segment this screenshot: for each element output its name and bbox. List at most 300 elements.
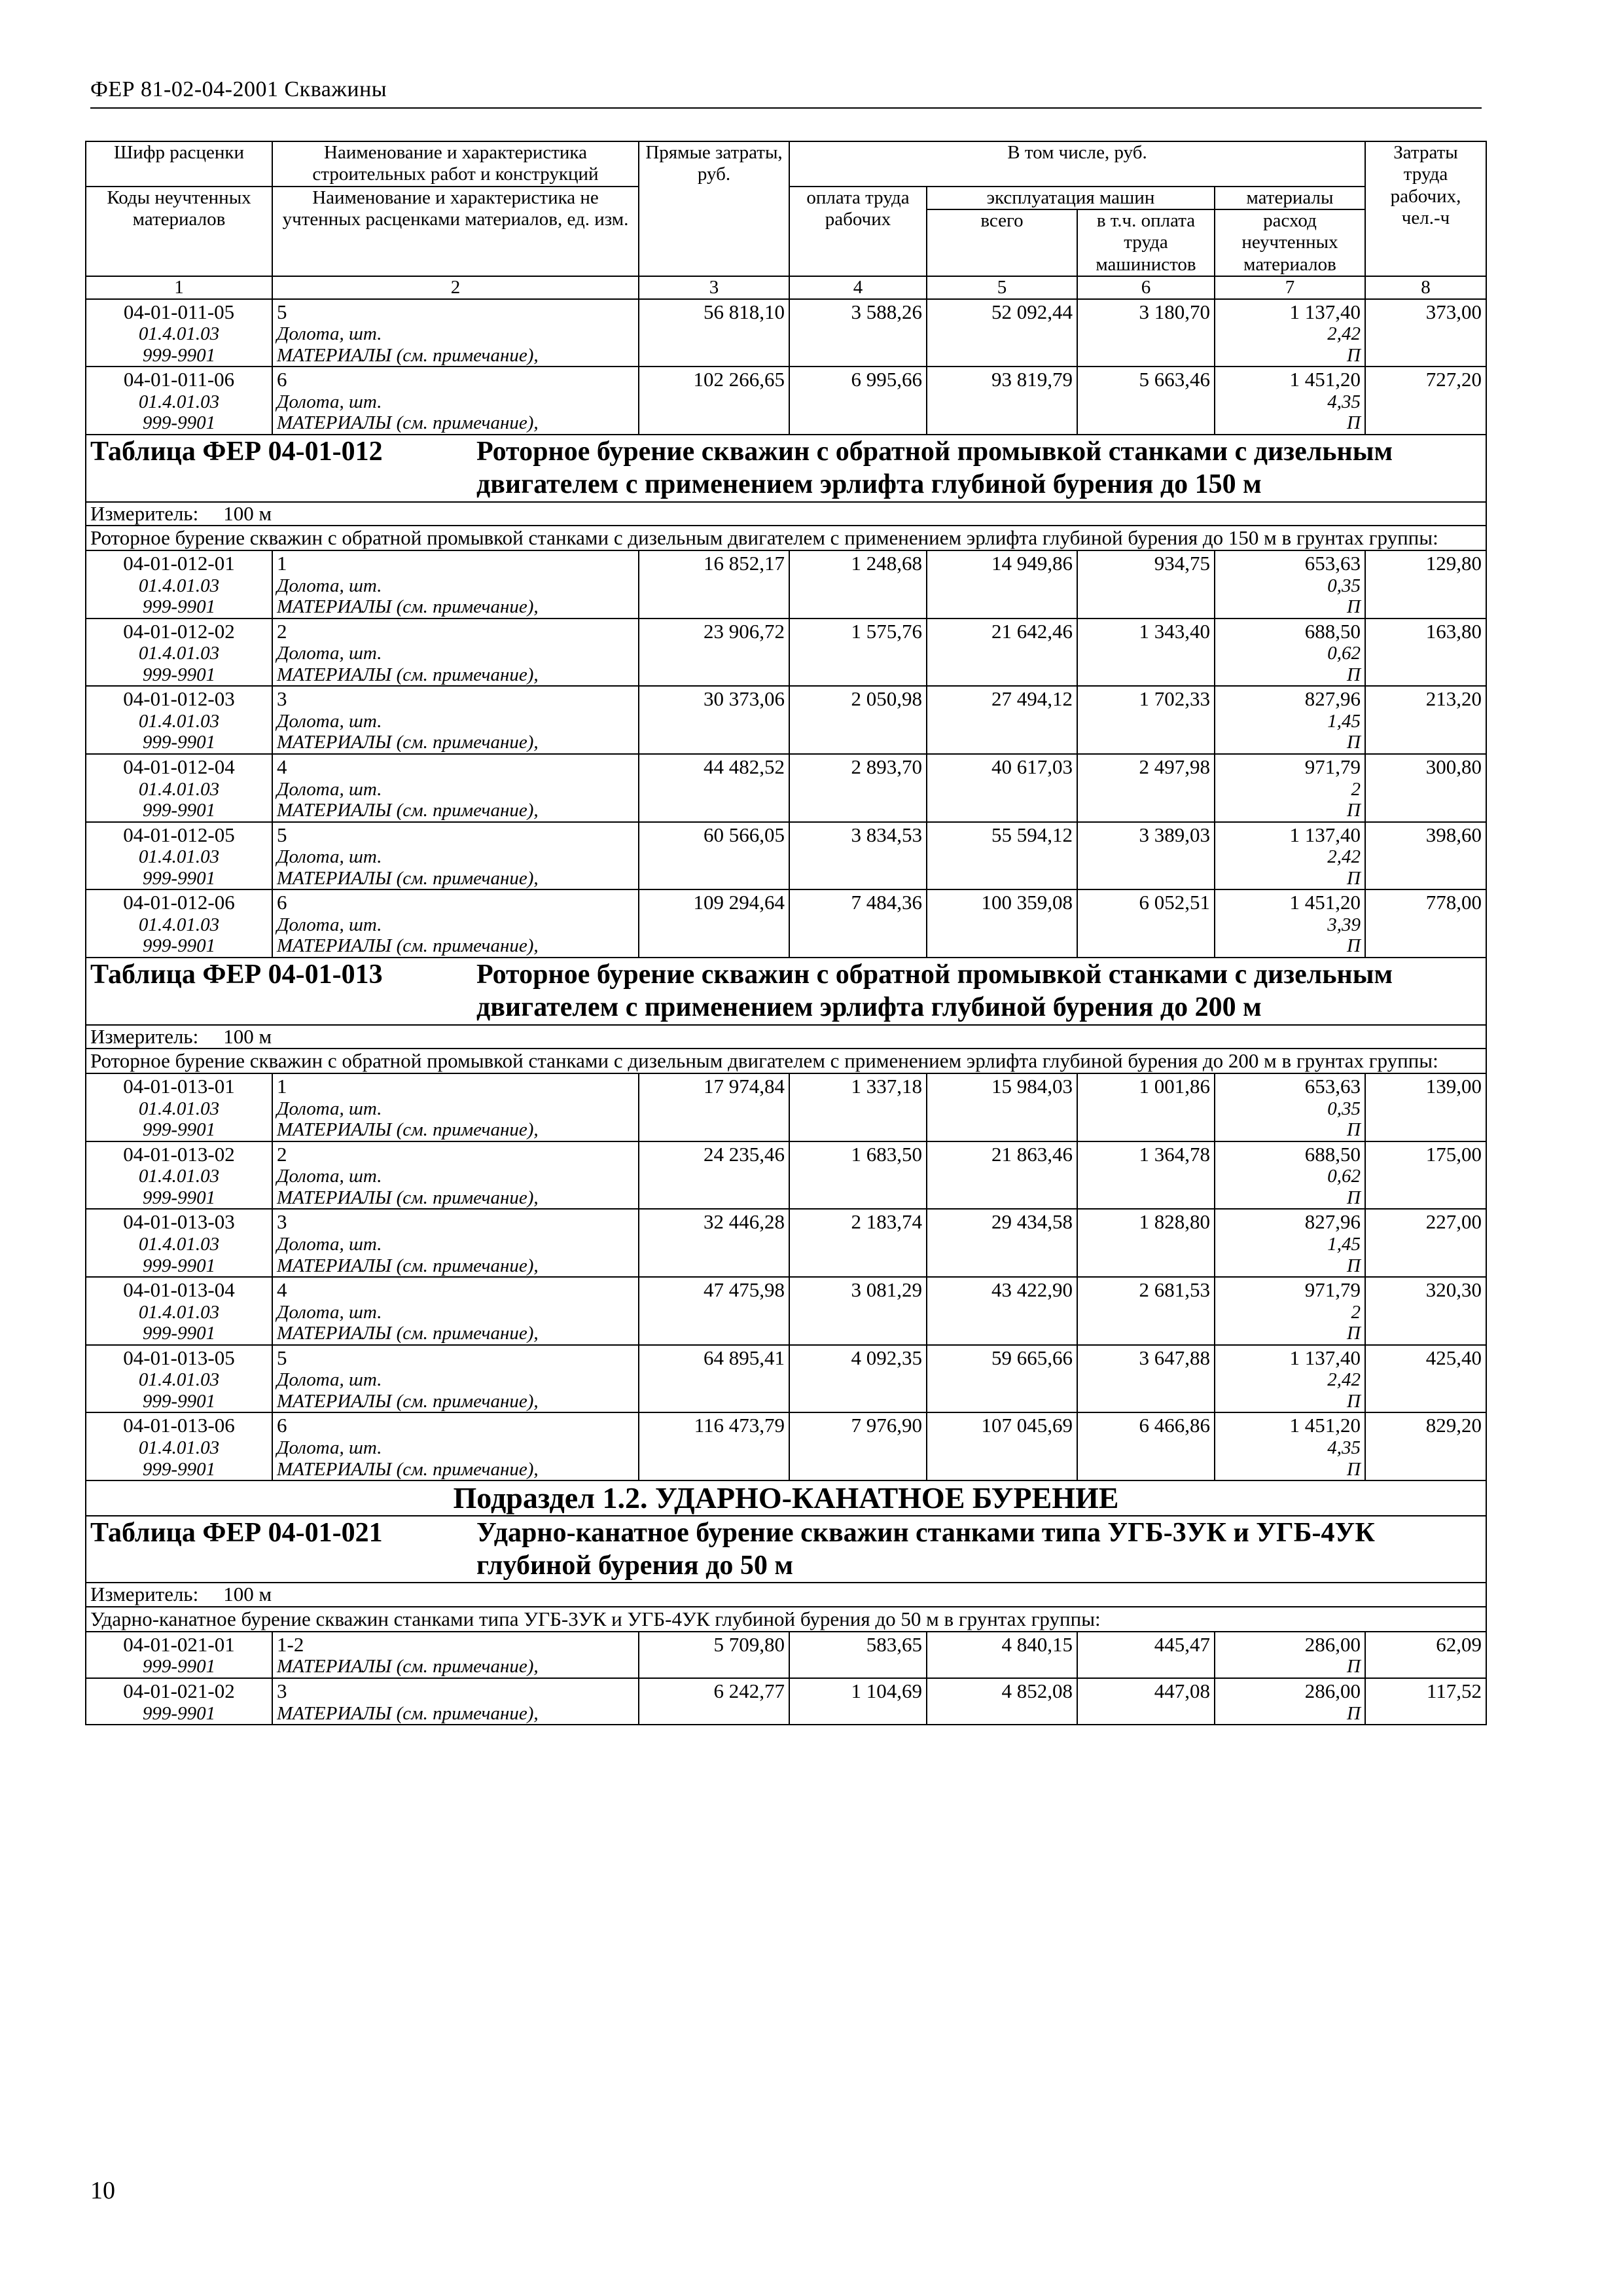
material-name: МАТЕРИАЛЫ (см. примечание), bbox=[272, 732, 639, 753]
machinists-wage: 3 647,88 bbox=[1077, 1345, 1215, 1370]
machines-total: 21 642,46 bbox=[927, 619, 1077, 643]
empty-cell bbox=[927, 1302, 1077, 1323]
rate-row bbox=[86, 550, 1486, 575]
empty-cell bbox=[639, 1656, 789, 1677]
machines-total: 21 863,46 bbox=[927, 1141, 1077, 1166]
labor-costs: 727,20 bbox=[1365, 367, 1486, 391]
material-name: Долота, шт. bbox=[272, 391, 639, 412]
empty-cell bbox=[789, 1391, 927, 1412]
material-row-other bbox=[86, 868, 1486, 889]
rate-row bbox=[86, 1345, 1486, 1370]
material-consumption: П bbox=[1215, 664, 1365, 686]
col-mat-use: расход неучтенных материалов bbox=[1215, 209, 1365, 276]
material-row-other bbox=[86, 1391, 1486, 1412]
meter-label: Измеритель: bbox=[90, 501, 199, 525]
rate-row bbox=[86, 1141, 1486, 1166]
labor-costs: 227,00 bbox=[1365, 1209, 1486, 1234]
material-row-bits bbox=[86, 1369, 1486, 1390]
empty-cell bbox=[789, 868, 927, 889]
empty-cell bbox=[927, 596, 1077, 618]
empty-cell bbox=[639, 1703, 789, 1725]
empty-cell bbox=[927, 1656, 1077, 1677]
material-name: МАТЕРИАЛЫ (см. примечание), bbox=[272, 800, 639, 821]
table-label: Таблица ФЕР 04-01-013 bbox=[90, 959, 383, 990]
material-row-bits bbox=[86, 1302, 1486, 1323]
empty-cell bbox=[1077, 1656, 1215, 1677]
rate-row bbox=[86, 1678, 1486, 1703]
machinists-wage: 6 466,86 bbox=[1077, 1412, 1215, 1437]
material-row-other bbox=[86, 345, 1486, 367]
empty-cell bbox=[927, 732, 1077, 753]
direct-costs: 47 475,98 bbox=[639, 1277, 789, 1302]
material-row-other bbox=[86, 1323, 1486, 1344]
machines-total: 59 665,66 bbox=[927, 1345, 1077, 1370]
material-row-bits bbox=[86, 1234, 1486, 1255]
empty-cell bbox=[639, 1369, 789, 1390]
col-labor: Затраты труда рабочих, чел.-ч bbox=[1365, 141, 1486, 276]
material-code: 999-9901 bbox=[86, 1119, 272, 1141]
empty-cell bbox=[927, 935, 1077, 957]
description-row bbox=[86, 1049, 1486, 1073]
empty-cell bbox=[1365, 664, 1486, 686]
col-number: 1 bbox=[86, 276, 272, 298]
empty-cell bbox=[1077, 1391, 1215, 1412]
soil-group: 2 bbox=[272, 1141, 639, 1166]
direct-costs: 30 373,06 bbox=[639, 686, 789, 711]
empty-cell bbox=[789, 1255, 927, 1277]
material-name: Долота, шт. bbox=[272, 575, 639, 596]
materials-cost: 827,96 bbox=[1215, 1209, 1365, 1234]
empty-cell bbox=[1365, 575, 1486, 596]
machinists-wage: 6 052,51 bbox=[1077, 889, 1215, 914]
material-consumption: 0,62 bbox=[1215, 643, 1365, 664]
soil-group: 2 bbox=[272, 619, 639, 643]
table-caption bbox=[86, 1516, 1486, 1583]
labor-costs: 373,00 bbox=[1365, 299, 1486, 324]
empty-cell bbox=[789, 1437, 927, 1458]
empty-cell bbox=[1365, 643, 1486, 664]
material-name: Долота, шт. bbox=[272, 779, 639, 800]
meter bbox=[86, 502, 1486, 526]
empty-cell bbox=[1365, 1437, 1486, 1458]
rate-code: 04-01-012-02 bbox=[86, 619, 272, 643]
empty-cell bbox=[1077, 800, 1215, 821]
machines-total: 27 494,12 bbox=[927, 686, 1077, 711]
empty-cell bbox=[1077, 1703, 1215, 1725]
empty-cell bbox=[639, 643, 789, 664]
empty-cell bbox=[639, 345, 789, 367]
col-materials: материалы bbox=[1215, 187, 1365, 209]
rate-code: 04-01-013-02 bbox=[86, 1141, 272, 1166]
empty-cell bbox=[789, 1302, 927, 1323]
empty-cell bbox=[1077, 779, 1215, 800]
soil-group: 3 bbox=[272, 1209, 639, 1234]
worker-wage: 7 484,36 bbox=[789, 889, 927, 914]
material-code: 999-9901 bbox=[86, 935, 272, 957]
materials-cost: 286,00 bbox=[1215, 1678, 1365, 1703]
rate-code: 04-01-013-03 bbox=[86, 1209, 272, 1234]
direct-costs: 32 446,28 bbox=[639, 1209, 789, 1234]
material-row-bits bbox=[86, 779, 1486, 800]
material-name: Долота, шт. bbox=[272, 711, 639, 732]
machines-total: 100 359,08 bbox=[927, 889, 1077, 914]
material-name: МАТЕРИАЛЫ (см. примечание), bbox=[272, 1119, 639, 1141]
table-title: Роторное бурение скважин с обратной промывкой станками с дизельным двигателем с применением эрлифта глубиной бурения до 150 м bbox=[476, 436, 1393, 500]
empty-cell bbox=[789, 1187, 927, 1209]
empty-cell bbox=[1077, 1098, 1215, 1119]
rate-code: 04-01-011-06 bbox=[86, 367, 272, 391]
empty-cell bbox=[1077, 1234, 1215, 1255]
material-consumption: 2 bbox=[1215, 779, 1365, 800]
empty-cell bbox=[927, 1098, 1077, 1119]
material-consumption: 4,35 bbox=[1215, 391, 1365, 412]
rate-code: 04-01-012-01 bbox=[86, 550, 272, 575]
work-description: Ударно-канатное бурение скважин станками типа УГБ-3УК и УГБ-4УК глубиной бурения до 50 м в грунтах группы: bbox=[86, 1607, 1486, 1632]
table-caption-wrap bbox=[90, 1516, 1482, 1583]
empty-cell bbox=[1077, 1166, 1215, 1187]
rate-code: 04-01-011-05 bbox=[86, 299, 272, 324]
material-consumption: П bbox=[1215, 1255, 1365, 1277]
col-machines: эксплуатация машин bbox=[927, 187, 1215, 209]
meter-unit: 100 м bbox=[223, 1583, 272, 1606]
material-consumption: П bbox=[1215, 1703, 1365, 1725]
direct-costs: 23 906,72 bbox=[639, 619, 789, 643]
empty-cell bbox=[639, 1187, 789, 1209]
table-caption bbox=[86, 958, 1486, 1025]
empty-cell bbox=[927, 914, 1077, 935]
material-name: Долота, шт. bbox=[272, 323, 639, 344]
material-code: 01.4.01.03 bbox=[86, 323, 272, 344]
direct-costs: 116 473,79 bbox=[639, 1412, 789, 1437]
meter-unit: 100 м bbox=[223, 1024, 272, 1048]
soil-group: 1 bbox=[272, 550, 639, 575]
description-row bbox=[86, 1607, 1486, 1632]
direct-costs: 6 242,77 bbox=[639, 1678, 789, 1703]
empty-cell bbox=[927, 345, 1077, 367]
empty-cell bbox=[639, 1234, 789, 1255]
machines-total: 15 984,03 bbox=[927, 1073, 1077, 1098]
material-consumption: 2,42 bbox=[1215, 323, 1365, 344]
col-direct: Прямые затраты, руб. bbox=[639, 141, 789, 276]
material-code: 01.4.01.03 bbox=[86, 1234, 272, 1255]
empty-cell bbox=[1365, 1302, 1486, 1323]
meter-label: Измеритель: bbox=[90, 1583, 199, 1606]
soil-group: 3 bbox=[272, 686, 639, 711]
empty-cell bbox=[639, 391, 789, 412]
meter-unit: 100 м bbox=[223, 501, 272, 525]
empty-cell bbox=[927, 1437, 1077, 1458]
rate-code: 04-01-012-06 bbox=[86, 889, 272, 914]
empty-cell bbox=[1077, 868, 1215, 889]
machinists-wage: 1 001,86 bbox=[1077, 1073, 1215, 1098]
material-code: 01.4.01.03 bbox=[86, 1369, 272, 1390]
rate-row bbox=[86, 299, 1486, 324]
soil-group: 1-2 bbox=[272, 1632, 639, 1657]
machines-total: 40 617,03 bbox=[927, 754, 1077, 779]
empty-cell bbox=[1077, 664, 1215, 686]
empty-cell bbox=[789, 800, 927, 821]
rate-row bbox=[86, 1277, 1486, 1302]
labor-costs: 398,60 bbox=[1365, 822, 1486, 847]
empty-cell bbox=[639, 779, 789, 800]
machinists-wage: 445,47 bbox=[1077, 1632, 1215, 1657]
empty-cell bbox=[789, 1098, 927, 1119]
material-code: 999-9901 bbox=[86, 868, 272, 889]
machines-total: 4 852,08 bbox=[927, 1678, 1077, 1703]
labor-costs: 829,20 bbox=[1365, 1412, 1486, 1437]
labor-costs: 175,00 bbox=[1365, 1141, 1486, 1166]
soil-group: 4 bbox=[272, 1277, 639, 1302]
empty-cell bbox=[1365, 345, 1486, 367]
col-code-bottom: Коды неучтенных материалов bbox=[86, 187, 272, 276]
material-consumption: 4,35 bbox=[1215, 1437, 1365, 1458]
material-name: МАТЕРИАЛЫ (см. примечание), bbox=[272, 1656, 639, 1677]
empty-cell bbox=[639, 1166, 789, 1187]
empty-cell bbox=[1365, 412, 1486, 434]
empty-cell bbox=[927, 664, 1077, 686]
rate-row bbox=[86, 619, 1486, 643]
material-name: МАТЕРИАЛЫ (см. примечание), bbox=[272, 596, 639, 618]
material-consumption: П bbox=[1215, 800, 1365, 821]
labor-costs: 778,00 bbox=[1365, 889, 1486, 914]
worker-wage: 3 081,29 bbox=[789, 1277, 927, 1302]
material-code: 999-9901 bbox=[86, 345, 272, 367]
material-name: МАТЕРИАЛЫ (см. примечание), bbox=[272, 1255, 639, 1277]
col-number: 3 bbox=[639, 276, 789, 298]
empty-cell bbox=[927, 800, 1077, 821]
material-consumption: 0,62 bbox=[1215, 1166, 1365, 1187]
rate-row bbox=[86, 1209, 1486, 1234]
rate-code: 04-01-012-05 bbox=[86, 822, 272, 847]
material-name: МАТЕРИАЛЫ (см. примечание), bbox=[272, 664, 639, 686]
machinists-wage: 1 343,40 bbox=[1077, 619, 1215, 643]
machines-total: 43 422,90 bbox=[927, 1277, 1077, 1302]
empty-cell bbox=[1365, 1098, 1486, 1119]
empty-cell bbox=[789, 779, 927, 800]
worker-wage: 1 575,76 bbox=[789, 619, 927, 643]
empty-cell bbox=[639, 664, 789, 686]
empty-cell bbox=[927, 1119, 1077, 1141]
empty-cell bbox=[639, 732, 789, 753]
col-mach-total: всего bbox=[927, 209, 1077, 276]
direct-costs: 109 294,64 bbox=[639, 889, 789, 914]
empty-cell bbox=[789, 1369, 927, 1390]
material-row-bits bbox=[86, 914, 1486, 935]
material-row-other bbox=[86, 800, 1486, 821]
worker-wage: 1 104,69 bbox=[789, 1678, 927, 1703]
empty-cell bbox=[639, 868, 789, 889]
rate-row bbox=[86, 754, 1486, 779]
material-consumption: 2,42 bbox=[1215, 1369, 1365, 1390]
material-consumption: 2,42 bbox=[1215, 846, 1365, 867]
material-name: МАТЕРИАЛЫ (см. примечание), bbox=[272, 1323, 639, 1344]
worker-wage: 1 248,68 bbox=[789, 550, 927, 575]
machinists-wage: 2 497,98 bbox=[1077, 754, 1215, 779]
empty-cell bbox=[1365, 1656, 1486, 1677]
empty-cell bbox=[789, 664, 927, 686]
material-code: 999-9901 bbox=[86, 412, 272, 434]
direct-costs: 5 709,80 bbox=[639, 1632, 789, 1657]
material-name: Долота, шт. bbox=[272, 643, 639, 664]
soil-group: 4 bbox=[272, 754, 639, 779]
empty-cell bbox=[1077, 846, 1215, 867]
soil-group: 6 bbox=[272, 367, 639, 391]
empty-cell bbox=[789, 1459, 927, 1480]
rate-code: 04-01-013-01 bbox=[86, 1073, 272, 1098]
empty-cell bbox=[639, 1437, 789, 1458]
empty-cell bbox=[927, 323, 1077, 344]
materials-cost: 1 451,20 bbox=[1215, 889, 1365, 914]
direct-costs: 16 852,17 bbox=[639, 550, 789, 575]
material-name: Долота, шт. bbox=[272, 846, 639, 867]
empty-cell bbox=[639, 711, 789, 732]
col-number: 7 bbox=[1215, 276, 1365, 298]
empty-cell bbox=[789, 1323, 927, 1344]
machines-total: 55 594,12 bbox=[927, 822, 1077, 847]
empty-cell bbox=[1365, 935, 1486, 957]
empty-cell bbox=[789, 412, 927, 434]
materials-cost: 688,50 bbox=[1215, 619, 1365, 643]
empty-cell bbox=[789, 935, 927, 957]
empty-cell bbox=[927, 711, 1077, 732]
material-code: 01.4.01.03 bbox=[86, 779, 272, 800]
material-row-other bbox=[86, 596, 1486, 618]
labor-costs: 117,52 bbox=[1365, 1678, 1486, 1703]
empty-cell bbox=[639, 1302, 789, 1323]
empty-cell bbox=[639, 323, 789, 344]
empty-cell bbox=[927, 846, 1077, 867]
empty-cell bbox=[927, 1187, 1077, 1209]
table-caption-row bbox=[86, 958, 1486, 1025]
work-description: Роторное бурение скважин с обратной промывкой станками с дизельным двигателем с применением эрлифта глубиной бурения до 200 м в грунтах группы: bbox=[86, 1049, 1486, 1073]
col-number: 5 bbox=[927, 276, 1077, 298]
machines-total: 52 092,44 bbox=[927, 299, 1077, 324]
material-code: 01.4.01.03 bbox=[86, 391, 272, 412]
empty-cell bbox=[789, 391, 927, 412]
materials-cost: 1 451,20 bbox=[1215, 1412, 1365, 1437]
empty-cell bbox=[789, 846, 927, 867]
material-code: 01.4.01.03 bbox=[86, 846, 272, 867]
empty-cell bbox=[789, 1166, 927, 1187]
material-row-other bbox=[86, 1255, 1486, 1277]
empty-cell bbox=[1077, 596, 1215, 618]
empty-cell bbox=[789, 732, 927, 753]
empty-cell bbox=[927, 1459, 1077, 1480]
empty-cell bbox=[639, 1323, 789, 1344]
labor-costs: 300,80 bbox=[1365, 754, 1486, 779]
col-incl: В том числе, руб. bbox=[789, 141, 1365, 187]
material-row-other bbox=[86, 412, 1486, 434]
material-name: Долота, шт. bbox=[272, 1098, 639, 1119]
machinists-wage: 3 389,03 bbox=[1077, 822, 1215, 847]
empty-cell bbox=[789, 1656, 927, 1677]
material-consumption: П bbox=[1215, 345, 1365, 367]
rate-code: 04-01-013-06 bbox=[86, 1412, 272, 1437]
material-consumption: П bbox=[1215, 1459, 1365, 1480]
materials-cost: 827,96 bbox=[1215, 686, 1365, 711]
material-consumption: 1,45 bbox=[1215, 1234, 1365, 1255]
machinists-wage: 5 663,46 bbox=[1077, 367, 1215, 391]
col-mach-wage: в т.ч. оплата труда машинистов bbox=[1077, 209, 1215, 276]
material-name: МАТЕРИАЛЫ (см. примечание), bbox=[272, 1703, 639, 1725]
empty-cell bbox=[639, 800, 789, 821]
direct-costs: 64 895,41 bbox=[639, 1345, 789, 1370]
empty-cell bbox=[1365, 914, 1486, 935]
material-code: 01.4.01.03 bbox=[86, 1437, 272, 1458]
material-consumption: П bbox=[1215, 412, 1365, 434]
rate-code: 04-01-012-04 bbox=[86, 754, 272, 779]
rate-code: 04-01-012-03 bbox=[86, 686, 272, 711]
subsection-title: Подраздел 1.2. УДАРНО-КАНАТНОЕ БУРЕНИЕ bbox=[86, 1480, 1486, 1516]
material-name: МАТЕРИАЛЫ (см. примечание), bbox=[272, 1187, 639, 1209]
empty-cell bbox=[1077, 1119, 1215, 1141]
machinists-wage: 447,08 bbox=[1077, 1678, 1215, 1703]
material-code: 01.4.01.03 bbox=[86, 575, 272, 596]
page-number: 10 bbox=[90, 2177, 115, 2204]
machinists-wage: 934,75 bbox=[1077, 550, 1215, 575]
empty-cell bbox=[927, 1166, 1077, 1187]
material-code: 01.4.01.03 bbox=[86, 1166, 272, 1187]
material-name: Долота, шт. bbox=[272, 1234, 639, 1255]
empty-cell bbox=[639, 575, 789, 596]
materials-cost: 653,63 bbox=[1215, 550, 1365, 575]
empty-cell bbox=[1365, 732, 1486, 753]
description-row bbox=[86, 526, 1486, 550]
material-row-other bbox=[86, 664, 1486, 686]
empty-cell bbox=[927, 779, 1077, 800]
empty-cell bbox=[1365, 1323, 1486, 1344]
material-code: 01.4.01.03 bbox=[86, 1098, 272, 1119]
machines-total: 4 840,15 bbox=[927, 1632, 1077, 1657]
empty-cell bbox=[1077, 412, 1215, 434]
material-consumption: П bbox=[1215, 1119, 1365, 1141]
empty-cell bbox=[639, 1391, 789, 1412]
material-row-bits bbox=[86, 643, 1486, 664]
material-consumption: П bbox=[1215, 1323, 1365, 1344]
meter-row bbox=[86, 1583, 1486, 1607]
empty-cell bbox=[927, 1369, 1077, 1390]
rate-row bbox=[86, 822, 1486, 847]
machines-total: 107 045,69 bbox=[927, 1412, 1077, 1437]
material-row-other bbox=[86, 732, 1486, 753]
empty-cell bbox=[789, 914, 927, 935]
soil-group: 5 bbox=[272, 299, 639, 324]
machines-total: 14 949,86 bbox=[927, 550, 1077, 575]
material-consumption: 0,35 bbox=[1215, 1098, 1365, 1119]
col-number: 6 bbox=[1077, 276, 1215, 298]
empty-cell bbox=[1077, 1187, 1215, 1209]
empty-cell bbox=[639, 596, 789, 618]
materials-cost: 971,79 bbox=[1215, 754, 1365, 779]
material-row-other bbox=[86, 1459, 1486, 1480]
material-name: МАТЕРИАЛЫ (см. примечание), bbox=[272, 1459, 639, 1480]
empty-cell bbox=[927, 643, 1077, 664]
empty-cell bbox=[927, 1391, 1077, 1412]
empty-cell bbox=[1077, 1437, 1215, 1458]
material-row-bits bbox=[86, 323, 1486, 344]
worker-wage: 4 092,35 bbox=[789, 1345, 927, 1370]
empty-cell bbox=[1077, 1369, 1215, 1390]
meter-row bbox=[86, 502, 1486, 526]
rate-code: 04-01-013-04 bbox=[86, 1277, 272, 1302]
empty-cell bbox=[789, 1234, 927, 1255]
material-name: МАТЕРИАЛЫ (см. примечание), bbox=[272, 868, 639, 889]
material-row-bits bbox=[86, 1437, 1486, 1458]
empty-cell bbox=[1365, 1234, 1486, 1255]
machinists-wage: 2 681,53 bbox=[1077, 1277, 1215, 1302]
empty-cell bbox=[1365, 323, 1486, 344]
material-row-other bbox=[86, 935, 1486, 957]
